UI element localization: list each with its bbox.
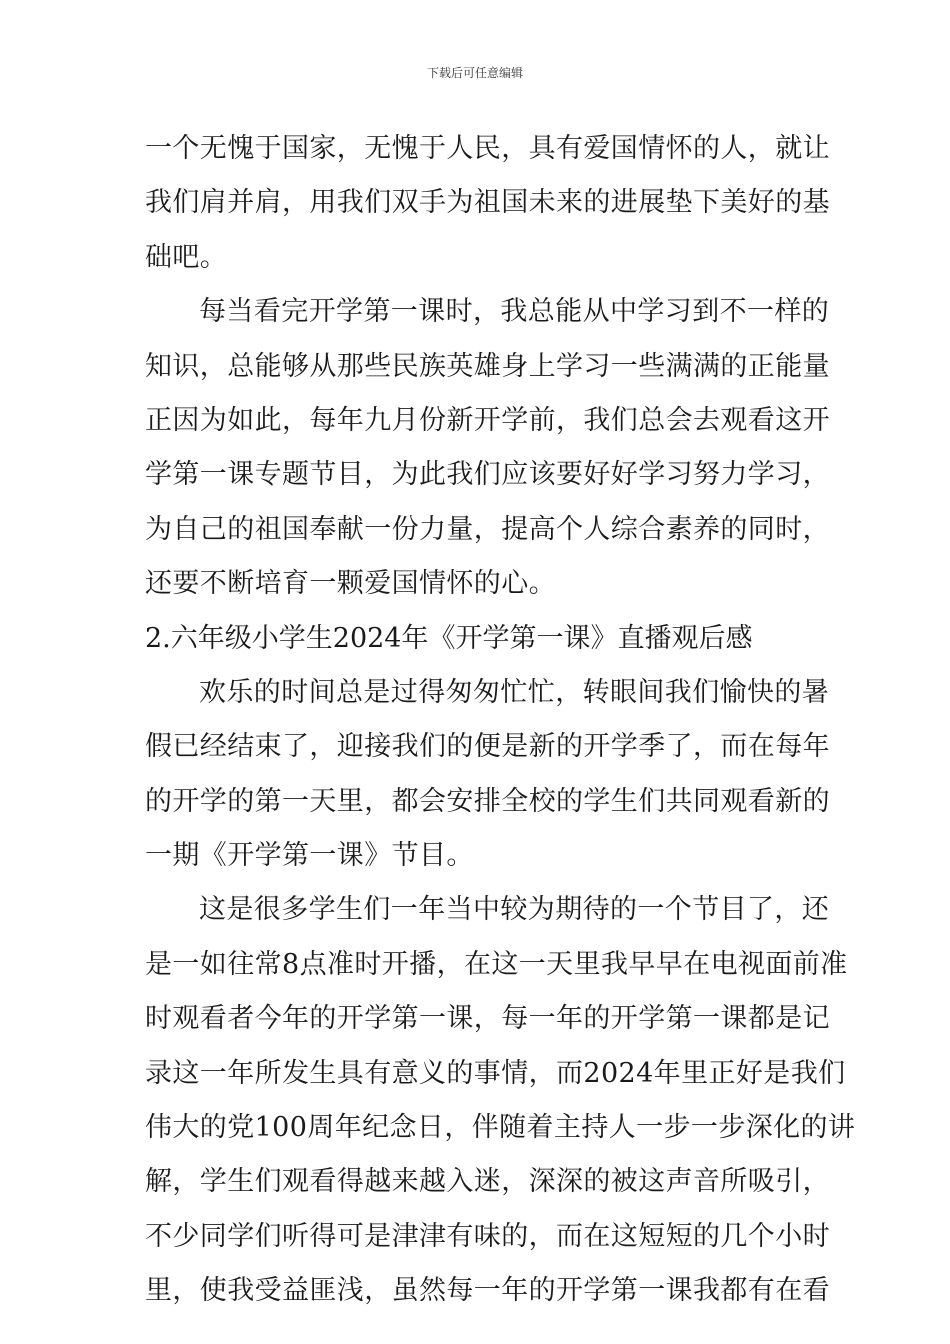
text-line: 不少同学们听得可是津津有味的，而在这短短的几个小时 bbox=[145, 1220, 830, 1252]
text-line: 录这一年所发生具有意义的事情，而2024年里正好是我们 bbox=[145, 1057, 846, 1089]
document-body bbox=[145, 122, 856, 1319]
text-line: 假已经结束了，迎接我们的便是新的开学季了，而在每年 bbox=[145, 731, 830, 763]
text-line: 伟大的党100周年纪念日，伴随着主持人一步一步深化的讲 bbox=[145, 1112, 856, 1144]
text-line: 我们肩并肩，用我们双手为祖国未来的进展垫下美好的基 bbox=[145, 187, 830, 219]
text-line: 是一如往常8点准时开播，在这一天里我早早在电视面前准 bbox=[145, 948, 848, 980]
text-line: 正因为如此，每年九月份新开学前，我们总会去观看这开 bbox=[145, 404, 830, 436]
text-line: 知识，总能够从那些民族英雄身上学习一些满满的正能量 bbox=[145, 350, 830, 382]
text-line: 学第一课专题节目，为此我们应该要好好学习努力学习， bbox=[145, 459, 830, 491]
text-line: 时观看者今年的开学第一课，每一年的开学第一课都是记 bbox=[145, 1003, 830, 1035]
page-header: 下载后可任意编辑 bbox=[426, 66, 523, 80]
text-line: 里，使我受益匪浅，虽然每一年的开学第一课我都有在看 bbox=[145, 1275, 830, 1307]
text-line: 础吧。 bbox=[145, 241, 228, 273]
text-line: 解，学生们观看得越来越入迷，深深的被这声音所吸引， bbox=[145, 1166, 830, 1198]
text-line: 为自己的祖国奉献一份力量，提高个人综合素养的同时， bbox=[145, 513, 830, 545]
text-line: 还要不断培育一颗爱国情怀的心。 bbox=[145, 568, 556, 600]
text-line: 的开学的第一天里，都会安排全校的学生们共同观看新的 bbox=[145, 785, 830, 817]
paragraph-first-line: 每当看完开学第一课时，我总能从中学习到不一样的 bbox=[199, 296, 830, 328]
text-line: 一期《开学第一课》节目。 bbox=[145, 840, 474, 872]
paragraph-first-line: 欢乐的时间总是过得匆匆忙忙，转眼间我们愉快的暑 bbox=[199, 676, 830, 708]
text-line: 一个无愧于国家，无愧于人民，具有爱国情怀的人，就让 bbox=[145, 133, 830, 164]
paragraph-first-line: 这是很多学生们一年当中较为期待的一个节目了，还 bbox=[199, 894, 830, 926]
section-heading: 2.六年级小学生2024年《开学第一课》直播观后感 bbox=[145, 622, 753, 654]
